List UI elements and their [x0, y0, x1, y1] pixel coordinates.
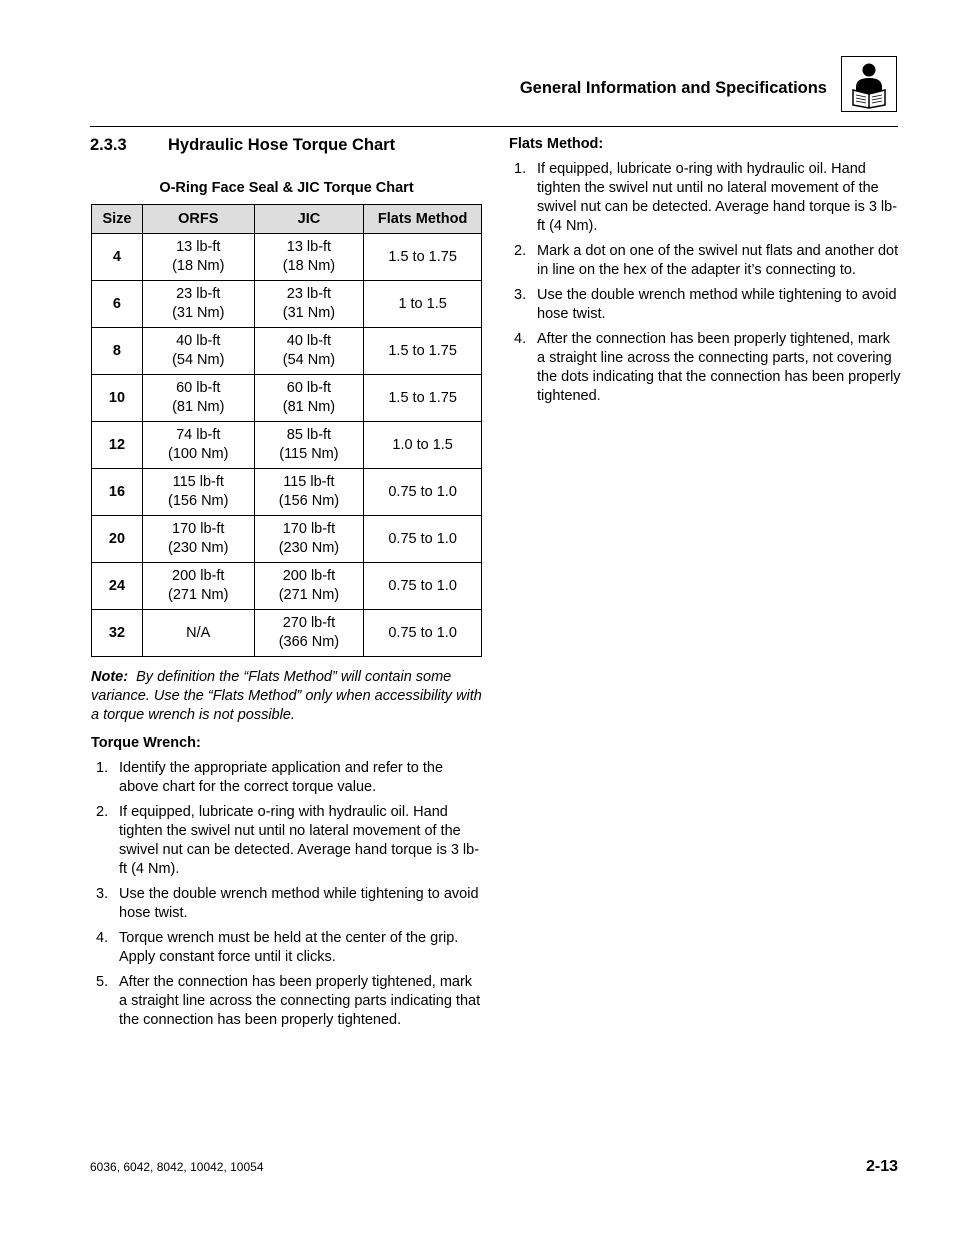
orfs-cell	[142, 375, 254, 422]
orfs-cell-line: 13 lb-ft	[176, 239, 221, 255]
flats-cell: 1.0 to 1.5	[364, 422, 482, 469]
note	[91, 668, 486, 725]
jic-cell-line: 170 lb-ft	[282, 521, 336, 537]
step-number: 2.	[96, 804, 109, 820]
flats-method-heading: Flats Method:	[509, 136, 604, 152]
step-number: 4.	[514, 331, 527, 347]
list-item	[509, 242, 901, 280]
step-number: 4.	[96, 930, 109, 946]
jic-cell-line: 115 lb-ft	[283, 474, 335, 490]
jic-cell	[254, 281, 364, 328]
jic-cell-line: 13 lb-ft	[286, 239, 332, 255]
orfs-cell	[142, 234, 254, 281]
size-cell: 20	[92, 516, 143, 563]
step-text: Torque wrench must be held at the center of the grip. Apply constant force until it clicks.	[119, 930, 459, 965]
step-text: Use the double wrench method while tightening to avoid hose twist.	[119, 886, 479, 921]
size-cell: 10	[92, 375, 143, 422]
jic-cell	[254, 422, 364, 469]
size-cell: 12	[92, 422, 143, 469]
table-row	[92, 563, 482, 610]
jic-cell	[254, 469, 364, 516]
flats-cell: 0.75 to 1.0	[364, 516, 482, 563]
column-header: Flats Method	[364, 205, 482, 234]
size-cell: 4	[92, 234, 143, 281]
step-number: 1.	[514, 161, 527, 177]
column-header: ORFS	[142, 205, 254, 234]
jic-cell-line: (54 Nm)	[282, 352, 336, 368]
step-number: 2.	[514, 243, 527, 259]
orfs-cell	[142, 563, 254, 610]
jic-cell-line: 23 lb-ft	[286, 286, 332, 302]
orfs-cell	[142, 422, 254, 469]
orfs-cell	[142, 469, 254, 516]
list-item	[509, 160, 901, 236]
step-text: After the connection has been properly tightened, mark a straight line across the connecting parts, not covering the dots indicating that the connection has been properly tightened.	[537, 331, 901, 404]
step-text: If equipped, lubricate o-ring with hydraulic oil. Hand tighten the swivel nut until no lateral movement of the swivel nut can be detected. Average hand torque is 3 lb-ft (4 Nm).	[537, 161, 898, 234]
jic-cell-line: 85 lb-ft	[286, 427, 332, 443]
jic-cell	[254, 516, 364, 563]
orfs-cell-line: 60 lb-ft	[176, 380, 221, 396]
size-cell: 24	[92, 563, 143, 610]
orfs-cell-line: 23 lb-ft	[176, 286, 221, 302]
jic-cell-line: 270 lb-ft	[282, 615, 336, 631]
step-text: Mark a dot on one of the swivel nut flats and another dot in line on the hex of the adapter it’s connecting to.	[537, 243, 899, 278]
step-number: 3.	[96, 886, 109, 902]
orfs-cell-line: (271 Nm)	[168, 587, 229, 603]
orfs-cell-line: N/A	[186, 624, 211, 641]
size-cell: 6	[92, 281, 143, 328]
list-item	[91, 973, 483, 1030]
flats-cell: 1.5 to 1.75	[364, 234, 482, 281]
orfs-cell-line: 40 lb-ft	[176, 333, 221, 349]
orfs-cell-line: (81 Nm)	[172, 399, 225, 415]
flats-cell: 1.5 to 1.75	[364, 328, 482, 375]
jic-cell-line: 60 lb-ft	[286, 380, 332, 396]
table-row	[92, 375, 482, 422]
jic-cell	[254, 610, 364, 657]
section-number: 2.3.3	[90, 136, 127, 154]
list-item	[509, 330, 901, 406]
orfs-cell-line: (31 Nm)	[172, 305, 225, 321]
jic-cell	[254, 375, 364, 422]
table-row	[92, 422, 482, 469]
orfs-cell-line: (18 Nm)	[172, 258, 225, 274]
jic-cell-line: (366 Nm)	[278, 634, 340, 650]
column-header: Size	[92, 205, 143, 234]
step-number: 3.	[514, 287, 527, 303]
flats-cell: 0.75 to 1.0	[364, 563, 482, 610]
flats-cell: 0.75 to 1.0	[364, 610, 482, 657]
step-number: 1.	[96, 760, 109, 776]
table-row	[92, 234, 482, 281]
orfs-cell-line: (230 Nm)	[168, 540, 229, 556]
size-cell: 32	[92, 610, 143, 657]
flats-cell: 1 to 1.5	[364, 281, 482, 328]
step-text: Use the double wrench method while tightening to avoid hose twist.	[537, 287, 897, 322]
jic-cell	[254, 234, 364, 281]
torque-table	[91, 204, 482, 657]
header-rule	[90, 126, 898, 127]
table-row	[92, 516, 482, 563]
table-row	[92, 469, 482, 516]
size-cell: 16	[92, 469, 143, 516]
flats-cell: 1.5 to 1.75	[364, 375, 482, 422]
column-header: JIC	[254, 205, 364, 234]
table-caption: O-Ring Face Seal & JIC Torque Chart	[159, 180, 414, 196]
orfs-cell-line: 74 lb-ft	[176, 427, 221, 443]
orfs-cell	[142, 281, 254, 328]
list-item	[91, 929, 483, 967]
jic-cell-line: (18 Nm)	[282, 258, 336, 274]
jic-cell-line: (271 Nm)	[278, 587, 340, 603]
orfs-cell-line: 115 lb-ft	[172, 474, 224, 490]
orfs-cell	[142, 610, 254, 657]
step-number: 5.	[96, 974, 109, 990]
orfs-cell-line: 200 lb-ft	[172, 568, 225, 584]
jic-cell	[254, 563, 364, 610]
note-label: Note:	[91, 669, 129, 685]
header-title: General Information and Specifications	[519, 79, 827, 97]
step-text: If equipped, lubricate o-ring with hydraulic oil. Hand tighten the swivel nut until no lateral movement of the swivel nut can be detected. Average hand torque is 3 lb-ft (4 Nm).	[119, 804, 480, 877]
list-item	[91, 759, 483, 797]
table-header-row	[92, 205, 482, 234]
reading-manual-icon	[841, 56, 897, 112]
table-row	[92, 610, 482, 657]
orfs-cell	[142, 516, 254, 563]
step-text: Identify the appropriate application and refer to the above chart for the correct torque value.	[119, 760, 444, 795]
torque-wrench-steps	[91, 759, 483, 1036]
page-number: 2-13	[865, 1158, 898, 1175]
torque-wrench-heading: Torque Wrench:	[91, 735, 201, 751]
orfs-cell-line: (54 Nm)	[172, 352, 225, 368]
list-item	[91, 803, 483, 879]
jic-cell-line: (230 Nm)	[278, 540, 340, 556]
jic-cell	[254, 328, 364, 375]
orfs-cell-line: (100 Nm)	[168, 446, 229, 462]
jic-cell-line: (31 Nm)	[282, 305, 336, 321]
table-row	[92, 328, 482, 375]
size-cell: 8	[92, 328, 143, 375]
orfs-cell-line: (156 Nm)	[168, 493, 229, 509]
section-title: Hydraulic Hose Torque Chart	[168, 136, 396, 154]
list-item	[91, 885, 483, 923]
note-text: By definition the “Flats Method” will contain some variance. Use the “Flats Method” only when accessibility with a torque wrench is not possible.	[91, 669, 482, 723]
flats-method-steps	[509, 160, 901, 412]
table-row	[92, 281, 482, 328]
jic-cell-line: (115 Nm)	[279, 446, 339, 462]
jic-cell-line: (81 Nm)	[282, 399, 336, 415]
jic-cell-line: 40 lb-ft	[286, 333, 332, 349]
orfs-cell	[142, 328, 254, 375]
list-item	[509, 286, 901, 324]
orfs-cell-line: 170 lb-ft	[172, 521, 225, 537]
flats-cell: 0.75 to 1.0	[364, 469, 482, 516]
jic-cell-line: 200 lb-ft	[282, 568, 336, 584]
jic-cell-line: (156 Nm)	[278, 493, 340, 509]
footer-models: 6036, 6042, 8042, 10042, 10054	[90, 1160, 264, 1174]
step-text: After the connection has been properly tightened, mark a straight line across the connecting parts indicating that the connection has been properly tightened.	[119, 974, 481, 1028]
